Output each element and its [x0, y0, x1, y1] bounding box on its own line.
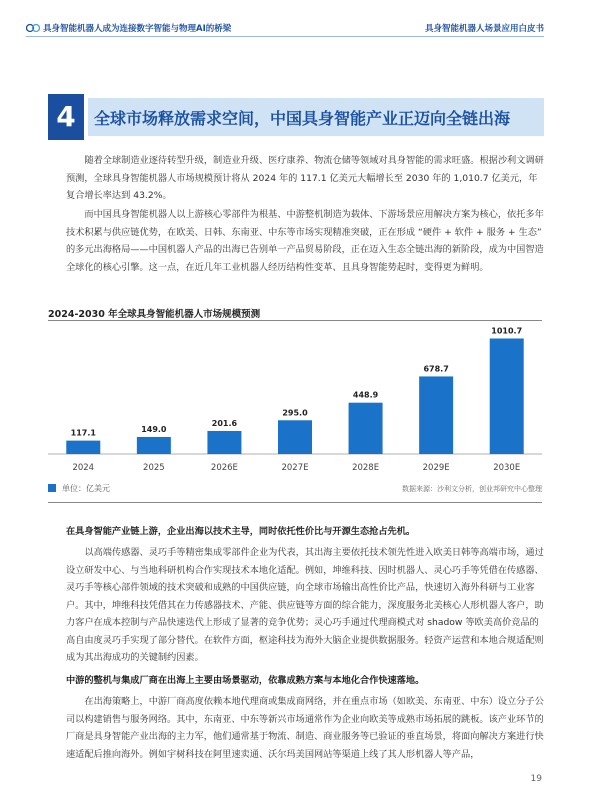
- x-tick-label-2029E: 2029E: [422, 463, 450, 473]
- bar-2028E: [349, 403, 383, 454]
- body-heading-2: 中游的整机与集成厂商在出海上主要由场景驱动，依靠成熟方案与本地化合作快速落地。: [66, 675, 425, 686]
- header-left-title: 具身智能机器人成为连接数字智能与物理AI的桥梁: [43, 24, 232, 34]
- header-right-title: 具身智能机器人场景应用白皮书: [424, 24, 544, 34]
- logo-icon: [26, 23, 40, 33]
- intro-paragraph-2: 而中国具身智能机器人以上游核心零部件为根基、中游整机制造为载体、下游场景应用解决方案为核心，依托多年技术积累与供应链优势，在欧美、日韩、东南亚、中东等市场实现精准突破，正在形成 “硬件 + 软件 + 服务 + 生态” 的多元出海格局——中国机器人产品的出海已告别单一产品贸易阶段，正在迈入生态全链出海的新阶段，成为中国智造全球化的核心引擎。这一点，在近几年工业机器人经历结构性变革、且具身智能势起时，变得更为鲜明。: [66, 209, 544, 273]
- legend-label: 单位：亿美元: [62, 484, 110, 493]
- x-tick-label-2027E: 2027E: [281, 463, 309, 473]
- x-tick-label-2024: 2024: [72, 463, 95, 473]
- value-label-2025: 149.0: [141, 424, 167, 434]
- page-number: 19: [530, 774, 542, 784]
- value-label-2027E: 295.0: [282, 408, 308, 418]
- chart-bottom-rule: [48, 502, 542, 503]
- value-label-2030E: 1010.7: [491, 326, 523, 336]
- bar-2026E: [207, 431, 241, 454]
- body-paragraph-2: 在出海策略上，中游厂商高度依赖本地代理商或集成商网络，并在重点市场（如欧美、东南亚、中东）设立分子公司以构建销售与服务网络。其中，东南亚、中东等新兴市场通常作为企业向欧美等成熟市场拓展的跳板。该产业环节的厂商是具身智能产业出海的主力军，他们通常基于物流、制造、商业服务等已验证的垂直场景，将面向解决方案进行快速适配后推向海外。例如宇树科技在阿里速卖通、沃尔玛美国网站等渠道上线了其人形机器人等产品，: [66, 696, 544, 760]
- bar-2027E: [278, 420, 312, 454]
- intro-paragraph-1: 随着全球制造业逐待转型升级，制造业升级、医疗康养、物流仓储等领域对具身智能的需求旺盛。根据沙利文调研预测，全球具身智能机器人市场规模预计将从 2024 年的 117.1 亿美元大幅增长至 2030 年的 1,010.7 亿美元，年复合增长率达到 43.2%。: [66, 155, 544, 201]
- bar-2025: [137, 437, 171, 454]
- value-label-2026E: 201.6: [211, 418, 238, 428]
- x-tick-label-2026E: 2026E: [210, 463, 238, 473]
- body-heading-1: 在具身智能产业链上游，企业出海以技术主导，同时依托性价比与开源生态抢占先机。: [66, 526, 416, 537]
- body-paragraph-1: 以高端传感器、灵巧手等精密集成零部件企业为代表，其出海主要依托技术领先性进入欧美日韩等高端市场，通过设立研发中心、与当地科研机构合作实现技术本地化适配。例如，坤维科技、因时机器人、灵心巧手等凭借在传感器、灵巧手等核心部件领域的技术突破和成熟的中国供应链，向全球市场输出高性价比产品，快速切入海外科研与工业客户。其中，坤维科技凭借其在力传感器技术、产能、供应链等方面的综合能力，深度服务北美核心人形机器人客户，助力客户在成本控制与产品快速迭代上形成了显著的竞争优势；灵心巧手通过代理商模式对 shadow 等欧美高价竞品的高自由度灵巧手实现了部分替代。在软件方面，枢途科技为海外大脑企业提供数据服务。轻资产运营和本地合规适配则成为其出海成功的关键制约因素。: [66, 547, 544, 663]
- section-heading: [48, 94, 544, 140]
- value-label-2029E: 678.7: [423, 364, 449, 374]
- value-label-2024: 117.1: [70, 428, 96, 438]
- bar-chart: [48, 322, 542, 478]
- bar-2029E: [419, 376, 453, 454]
- bar-2030E: [490, 338, 524, 454]
- x-tick-label-2030E: 2030E: [493, 463, 521, 473]
- value-label-2028E: 448.9: [352, 390, 379, 400]
- header-divider: [26, 36, 544, 37]
- x-tick-label-2028E: 2028E: [352, 463, 380, 473]
- chart-source: 数据来源：沙利文分析，创业邦研究中心整理: [402, 485, 542, 493]
- x-tick-label-2025: 2025: [143, 463, 165, 473]
- legend-swatch: [48, 484, 56, 492]
- bar-2024: [66, 441, 100, 454]
- chart-top-rule: [48, 320, 542, 321]
- chart-title: 2024-2030 年全球具身智能机器人市场规模预测: [48, 309, 261, 320]
- section-title: 全球市场释放需求空间，中国具身智能产业正迈向全链出海: [94, 109, 511, 128]
- page-header: [0, 0, 590, 40]
- section-number: 4: [48, 94, 84, 140]
